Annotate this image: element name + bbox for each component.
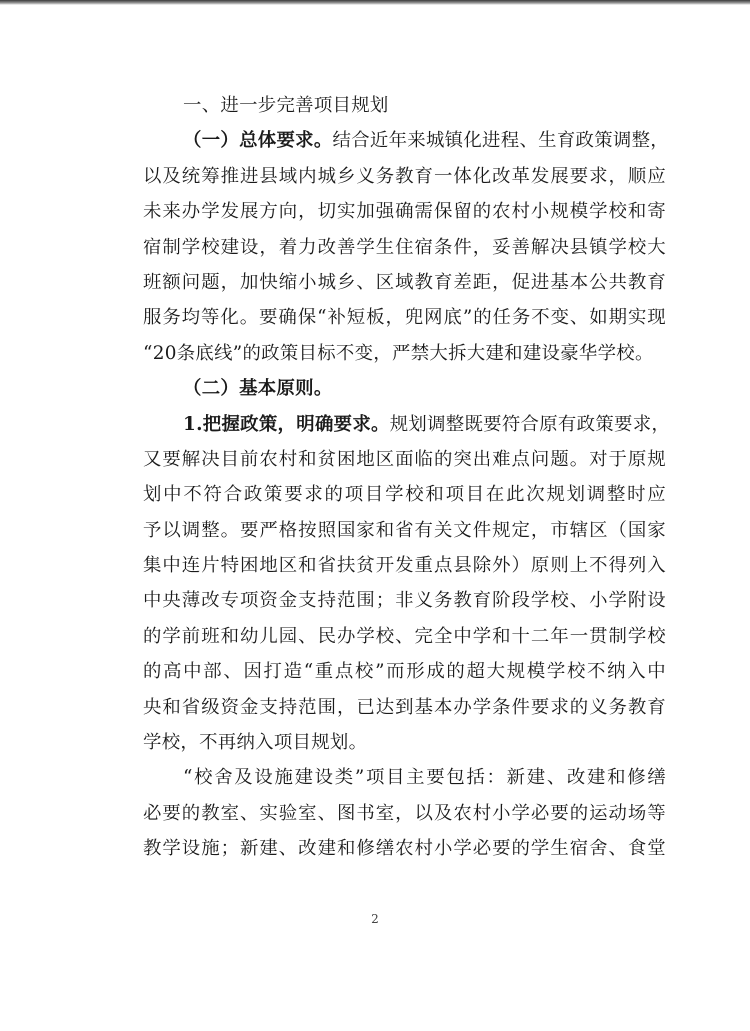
- line-text: 的学前班和幼儿园、民办学校、完全中学和十二年一贯制学校: [143, 625, 666, 647]
- line-text: 学校，不再纳入项目规划。: [143, 732, 368, 754]
- text-line: [143, 513, 666, 548]
- line-text: 结合近年来城镇化进程、生育政策调整，: [332, 130, 669, 152]
- text-line: [143, 88, 666, 123]
- line-text: 服务均等化。要确保“补短板，兜网底”的任务不变、如期实现: [143, 307, 666, 329]
- text-line: [143, 123, 669, 158]
- text-line: [143, 760, 666, 795]
- line-text: 中央薄改专项资金支持范围；非义务教育阶段学校、小学附设: [143, 590, 666, 612]
- line-text: 又要解决目前农村和贫困地区面临的突出难点问题。对于原规: [143, 448, 666, 470]
- document-body: [143, 88, 671, 867]
- bold-heading: 1.把握政策，明确要求。: [183, 413, 390, 435]
- bold-heading: 一、进一步完善项目规划: [183, 95, 389, 116]
- line-text: 必要的教室、实验室、图书室，以及农村小学必要的运动场等: [143, 802, 666, 824]
- line-text: 未来办学发展方向，切实加强确需保留的农村小规模学校和寄: [143, 201, 666, 223]
- text-line: [143, 230, 666, 265]
- line-text: 集中连片特困地区和省扶贫开发重点县除外）原则上不得列入: [143, 555, 666, 577]
- text-line: [143, 371, 666, 406]
- text-line: [143, 442, 666, 477]
- bold-heading: （一）总体要求。: [183, 130, 333, 152]
- line-text: 划中不符合政策要求的项目学校和项目在此次规划调整时应: [143, 484, 666, 506]
- line-text: “20条底线”的政策目标不变，严禁大拆大建和建设豪华学校。: [143, 342, 654, 364]
- text-line: [143, 548, 666, 583]
- scan-top-edge: [0, 0, 750, 5]
- line-text: 教学设施；新建、改建和修缮农村小学必要的学生宿舍、食堂: [143, 838, 666, 860]
- text-line: [143, 654, 666, 689]
- line-text: 的高中部、因打造“重点校”而形成的超大规模学校不纳入中: [143, 661, 666, 683]
- text-line: [143, 194, 666, 229]
- text-line: [143, 336, 666, 371]
- bold-heading: （二）基本原则。: [183, 378, 333, 400]
- text-line: [143, 300, 666, 335]
- text-line: [143, 831, 666, 866]
- line-text: 规划调整既要符合原有政策要求，: [389, 413, 671, 435]
- text-line: [143, 725, 666, 760]
- line-text: 予以调整。要严格按照国家和省有关文件规定，市辖区（国家: [143, 519, 666, 541]
- line-text: 以及统筹推进县域内城乡义务教育一体化改革发展要求，顺应: [143, 165, 666, 187]
- line-text: 班额问题，加快缩小城乡、区域教育差距，促进基本公共教育: [143, 271, 666, 293]
- text-line: [143, 407, 671, 442]
- text-line: [143, 159, 666, 194]
- line-text: “校舍及设施建设类”项目主要包括：新建、改建和修缮: [183, 767, 666, 789]
- line-text: 宿制学校建设，着力改善学生住宿条件，妥善解决县镇学校大: [143, 236, 666, 258]
- text-line: [143, 583, 666, 618]
- text-line: [143, 796, 666, 831]
- text-line: [143, 477, 666, 512]
- text-line: [143, 619, 666, 654]
- text-line: [143, 690, 666, 725]
- line-text: 央和省级资金支持范围，已达到基本办学条件要求的义务教育: [143, 696, 666, 718]
- page-number: 2: [371, 912, 379, 926]
- text-line: [143, 265, 666, 300]
